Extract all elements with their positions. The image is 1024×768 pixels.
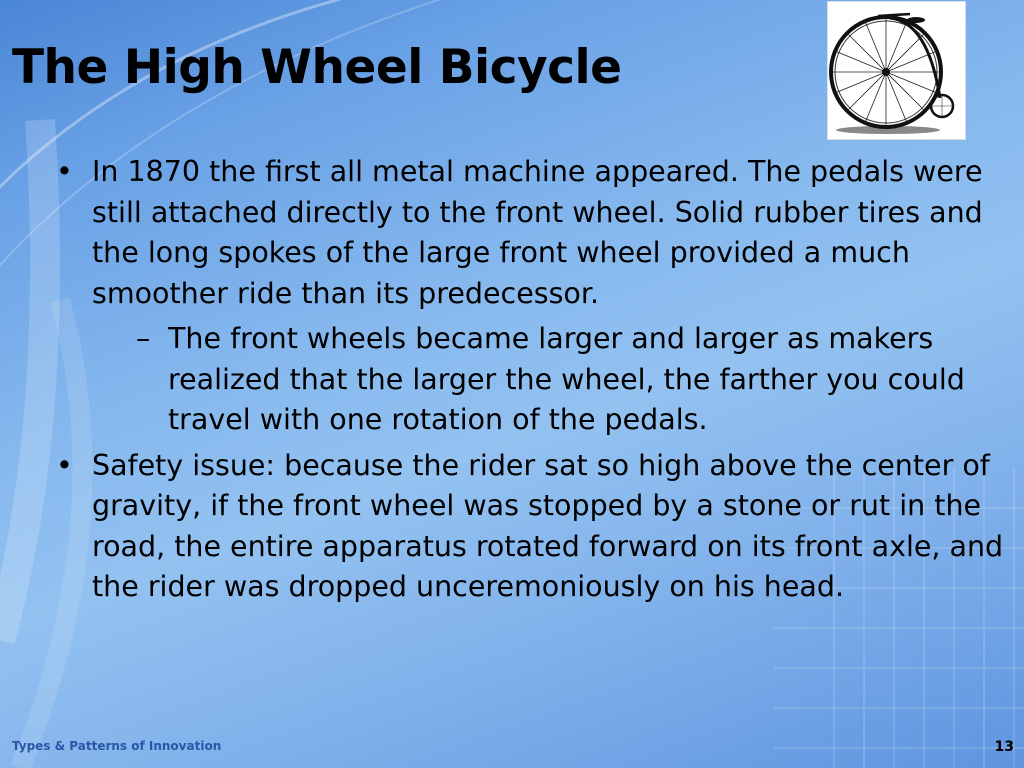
bullet-text: In 1870 the first all metal machine appeared. The pedals were still attached directly to the front wheel. Solid rubber tires and the long spokes of the large front wheel provided a much smoother ride than its predecessor. [92, 155, 983, 310]
bullet-text: Safety issue: because the rider sat so high above the center of gravity, if the front wheel was stopped by a stone or rut in the road, the entire apparatus rotated forward on its front axle, and the rider was dropped unceremoniously on his head. [92, 448, 1004, 603]
bullet-item [52, 152, 1007, 314]
slide-body [52, 152, 1012, 608]
sub-bullet-marker: – [136, 322, 151, 355]
sub-bullet-text: The front wheels became larger and larger as makers realized that the larger the wheel, the farther you could travel with one rotation of the pedals. [168, 322, 965, 436]
bullet-marker: • [56, 448, 73, 482]
bullet-item [52, 446, 1007, 608]
sub-bullet-item [136, 319, 966, 441]
penny-farthing-icon [828, 2, 967, 141]
bullet-marker: • [56, 155, 73, 188]
slide-title: The High Wheel Bicycle [12, 40, 622, 95]
slide-number: 13 [994, 739, 1014, 755]
footer-course-title: Types & Patterns of Innovation [12, 739, 222, 753]
high-wheel-bicycle-illustration [827, 1, 966, 140]
